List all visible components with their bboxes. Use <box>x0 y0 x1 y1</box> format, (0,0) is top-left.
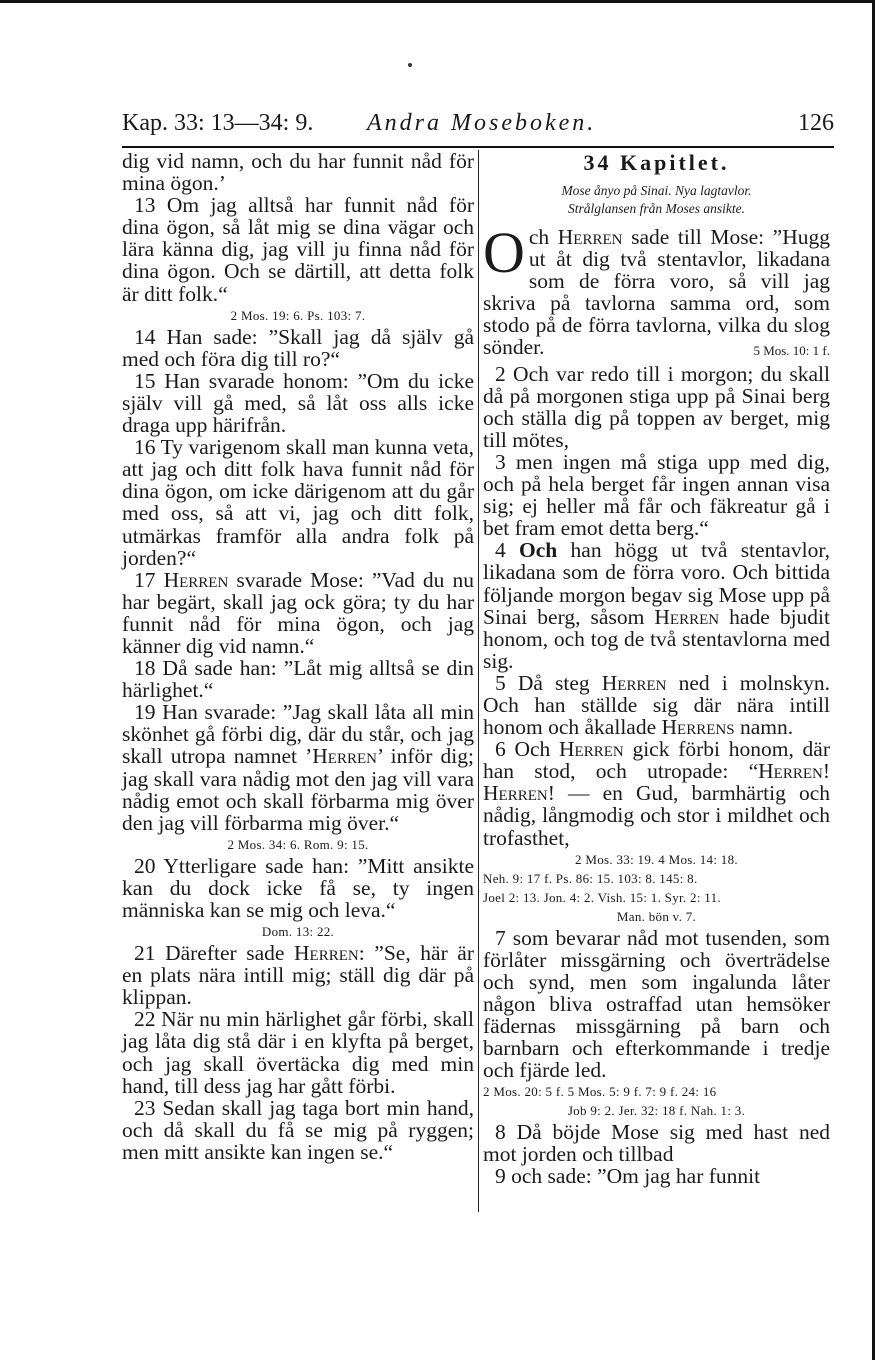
right-column <box>483 150 830 1188</box>
chapter-range: Kap. 33: 13—34: 9. <box>122 110 314 136</box>
verse-23: 23 Sedan skall jag taga bort min hand, och då skall du få se mig på ryggen; men mitt ansikte kan ingen se.“ <box>122 1095 474 1164</box>
verse-continuation: dig vid namn, och du har funnit nåd för mina ögon.’ <box>122 149 474 196</box>
verse-20: 20 Ytterligare sade han: ”Mitt ansikte kan du dock icke få se, ty ingen människa kan se mig och leva.“ <box>122 853 474 922</box>
verse-22: 22 När nu min härlighet går förbi, skall jag låta dig stå där i en klyfta på berget, och jag skall övertäcka dig med min hand, till dess jag har gått förbi. <box>122 1007 474 1098</box>
cross-reference: 2 Mos. 34: 6. Rom. 9: 15. <box>227 836 369 852</box>
chapter-title: 34 Kapitlet. <box>583 150 730 175</box>
cross-reference: Joel 2: 13. Jon. 4: 2. Vish. 15: 1. Syr. 2: 11. <box>483 889 721 905</box>
cross-reference: Dom. 13: 22. <box>261 924 335 940</box>
verse-8: 8 Då böjde Mose sig med hast ned mot jorden och tillbad <box>483 1120 830 1167</box>
verse-2: 2 Och var redo till i morgon; du skall då på morgonen stiga upp på Sinai berg och ställa dig på toppen av berget, mig till mötes, <box>483 361 830 452</box>
running-header <box>122 110 834 142</box>
cross-reference: 2 Mos. 20: 5 f. 5 Mos. 5: 9 f. 7: 9 f. 24: 16 <box>483 1084 717 1100</box>
book-title: Andra Moseboken. <box>367 110 597 136</box>
cross-reference: 2 Mos. 33: 19. 4 Mos. 14: 18. <box>575 851 738 867</box>
verse-18: 18 Då sade han: ”Låt mig alltså se din härlighet.“ <box>122 656 474 703</box>
cross-reference: Neh. 9: 17 f. Ps. 86: 15. 103: 8. 145: 8. <box>483 870 698 886</box>
scan-border-top <box>0 0 872 3</box>
left-column <box>122 150 474 1163</box>
cross-reference: 5 Mos. 10: 1 f. <box>753 343 830 359</box>
cross-reference: 2 Mos. 19: 6. Ps. 103: 7. <box>230 307 366 323</box>
verse-7: 7 som bevarar nåd mot tusenden, som förlåter missgärning och överträdelse och synd, men som ingalunda låter någon bliva ostraffad utan hemsöker fädernas missgärning på barn och barnbarn och efterkommande i tredje och fjärde led. <box>483 925 830 1083</box>
header-rule <box>122 146 834 148</box>
verse-15: 15 Han svarade honom: ”Om du icke själv vill gå med, så låt oss alls icke draga upp härifrån. <box>122 368 474 438</box>
verse-13: 13 Om jag alltså har funnit nåd för dina ögon, så låt mig se dina vägar och lära känna dig, jag vill ju finna nåd för dina ögon. Och se därtill, att detta folk är ditt folk.“ <box>122 193 474 306</box>
verse-1: Och Herren sade till Mose: ”Hugg ut åt dig två stentavlor, likadana som de förra voro, så vill jag skriva på tavlorna samma ord, som stodo på de förra tavlorna, vilka du slog sönder. 5 Mos. 10: 1 f. <box>483 226 830 359</box>
verse-21: 21 Därefter sade Herren: ”Se, här är en plats nära intill mig; ställ dig där på klippan. <box>122 941 474 1010</box>
verse-3: 3 men ingen må stiga upp med dig, och på hela berget får ingen annan visa sig; ej heller må får och fäkreatur gå i bet fram emot detta berg.“ <box>483 449 830 541</box>
cross-reference: Job 9: 2. Jer. 32: 18 f. Nah. 1: 3. <box>567 1103 746 1119</box>
verse-16: 16 Ty varigenom skall man kunna veta, att jag och ditt folk hava funnit nåd för dina ögon, om icke därigenom att du går med oss, så att vi, jag och ditt folk, utmärkas framför alla andra folk på jorden?“ <box>122 435 474 570</box>
drop-cap: O <box>483 220 525 285</box>
chapter-summary: Mose ånyo på Sinai. Nya lagtavlor. Strålglansen från Moses ansikte. <box>561 183 752 216</box>
verse-9: 9 och sade: ”Om jag har funnit <box>495 1164 761 1189</box>
verse-4: 4 Och han högg ut två stentavlor, likadana som de förra voro. Och bittida följande morgon begav sig Mose upp på Sinai berg, såsom Herren hade bjudit honom, och tog de två stentavlorna med sig. <box>483 538 830 673</box>
verse-6: 6 Och Herren gick förbi honom, där han stod, och utropade: “Herren! Herren! — en Gud, barmhärtig och nådig, långmodig och stor i mildhet och trofasthet, <box>483 737 830 850</box>
verse-5: 5 Då steg Herren ned i molnskyn. Och han ställde sig där nära intill honom och åkallade Herrens namn. <box>483 670 830 740</box>
verse-14: 14 Han sade: ”Skall jag då själv gå med och föra dig till ro?“ <box>122 324 474 371</box>
verse-17: 17 Herren svarade Mose: ”Vad du nu har begärt, skall jag ock göra; ty du har funnit nåd för mina ögon, och jag känner dig vid namn.“ <box>122 567 475 658</box>
verse-19: 19 Han svarade: ”Jag skall låta all min skönhet gå förbi dig, där du står, och jag skall utropa namnet ’Herren’ inför dig; jag skall vara nådig mot den jag vill vara nådig emot och skall förbarma mig över den jag vill förbarma mig över.“ <box>122 700 474 835</box>
column-divider <box>478 150 479 1212</box>
page-number: 126 <box>798 110 834 136</box>
scan-border-right <box>872 0 875 1360</box>
cross-reference: Man. bön v. 7. <box>616 908 697 924</box>
ink-dot <box>408 63 412 67</box>
